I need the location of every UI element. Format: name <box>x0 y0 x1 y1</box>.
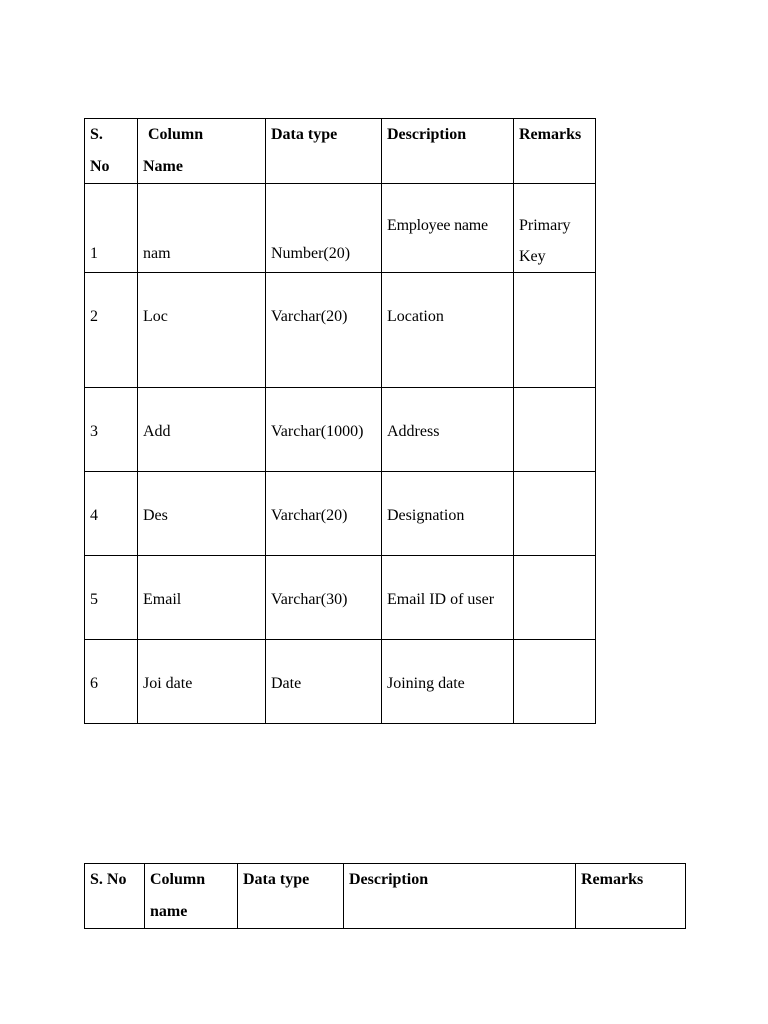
header-description: Description <box>344 864 576 929</box>
cell-desc-text: Email ID of user <box>387 591 495 608</box>
cell-type <box>266 273 382 388</box>
schema-table-2 <box>84 863 686 929</box>
cell-name <box>138 388 266 472</box>
cell-name <box>138 472 266 556</box>
header-column-name <box>138 119 266 184</box>
cell-type <box>266 640 382 724</box>
cell-remarks-text <box>519 388 590 416</box>
cell-type-text: Varchar(20) <box>271 308 348 325</box>
cell-desc-text: Joining date <box>387 675 465 692</box>
cell-desc-text: Employee name <box>387 217 488 234</box>
header-description: Description <box>382 119 514 184</box>
header-name-line1: Column <box>148 126 204 143</box>
cell-name-text: Loc <box>143 308 168 325</box>
cell-sno <box>85 388 138 472</box>
cell-name <box>138 273 266 388</box>
header-name-line1: Column <box>150 871 206 888</box>
cell-type <box>266 472 382 556</box>
cell-remarks <box>514 273 596 388</box>
cell-type-text: Date <box>271 675 302 692</box>
cell-type <box>266 556 382 640</box>
header-name-line2: name <box>150 903 188 920</box>
table-header-row <box>85 864 686 929</box>
header-sno: S. No <box>85 864 145 929</box>
cell-type-text: Varchar(30) <box>271 591 348 608</box>
header-data-type: Data type <box>266 119 382 184</box>
schema-table-1 <box>84 118 596 724</box>
cell-type <box>266 388 382 472</box>
header-sno-line1: S. <box>90 126 103 143</box>
cell-desc <box>382 388 514 472</box>
cell-sno <box>85 472 138 556</box>
cell-remarks <box>514 640 596 724</box>
cell-sno <box>85 640 138 724</box>
cell-remarks-text <box>519 273 590 301</box>
cell-desc <box>382 640 514 724</box>
cell-desc <box>382 273 514 388</box>
cell-sno <box>85 273 138 388</box>
cell-sno-text: 2 <box>90 308 98 325</box>
cell-remarks <box>514 556 596 640</box>
cell-type-text: Varchar(20) <box>271 507 348 524</box>
remarks-line2: Key <box>519 248 546 265</box>
cell-sno-text: 4 <box>90 507 98 524</box>
cell-sno-text: 6 <box>90 675 98 692</box>
cell-desc <box>382 184 514 273</box>
cell-sno <box>85 556 138 640</box>
cell-remarks <box>514 184 596 273</box>
cell-name <box>138 556 266 640</box>
cell-name-text: Joi date <box>143 675 193 692</box>
cell-sno <box>85 184 138 273</box>
table-row <box>85 273 596 388</box>
cell-remarks-text <box>519 472 590 500</box>
cell-desc-text: Address <box>387 423 440 440</box>
cell-type-text: Varchar(1000) <box>271 423 364 440</box>
header-remarks: Remarks <box>514 119 596 184</box>
table-header-row <box>85 119 596 184</box>
remarks-line1: Primary <box>519 217 571 234</box>
cell-remarks-text <box>519 640 590 668</box>
header-column-name <box>145 864 238 929</box>
table-row <box>85 472 596 556</box>
table-row <box>85 388 596 472</box>
cell-name <box>138 640 266 724</box>
cell-desc-text: Designation <box>387 507 465 524</box>
cell-sno-text: 5 <box>90 591 98 608</box>
cell-type-text: Number(20) <box>271 245 351 262</box>
cell-remarks <box>514 388 596 472</box>
cell-remarks-text <box>519 556 590 584</box>
cell-desc <box>382 556 514 640</box>
cell-type <box>266 184 382 273</box>
table-row <box>85 640 596 724</box>
header-data-type: Data type <box>238 864 344 929</box>
cell-name-text: Add <box>143 423 171 440</box>
cell-desc <box>382 472 514 556</box>
cell-remarks <box>514 472 596 556</box>
cell-name <box>138 184 266 273</box>
cell-name-text: Des <box>143 507 168 524</box>
header-sno <box>85 119 138 184</box>
cell-sno-text: 3 <box>90 423 98 440</box>
table-row <box>85 184 596 273</box>
cell-desc-text: Location <box>387 308 444 325</box>
header-name-line2: Name <box>143 158 183 175</box>
cell-name-text: Email <box>143 591 182 608</box>
table-row <box>85 556 596 640</box>
cell-name-text: nam <box>143 245 171 262</box>
cell-sno-text: 1 <box>90 245 98 262</box>
header-sno-line2: No <box>90 158 110 175</box>
header-remarks: Remarks <box>576 864 686 929</box>
cell-remarks-text <box>519 184 590 272</box>
